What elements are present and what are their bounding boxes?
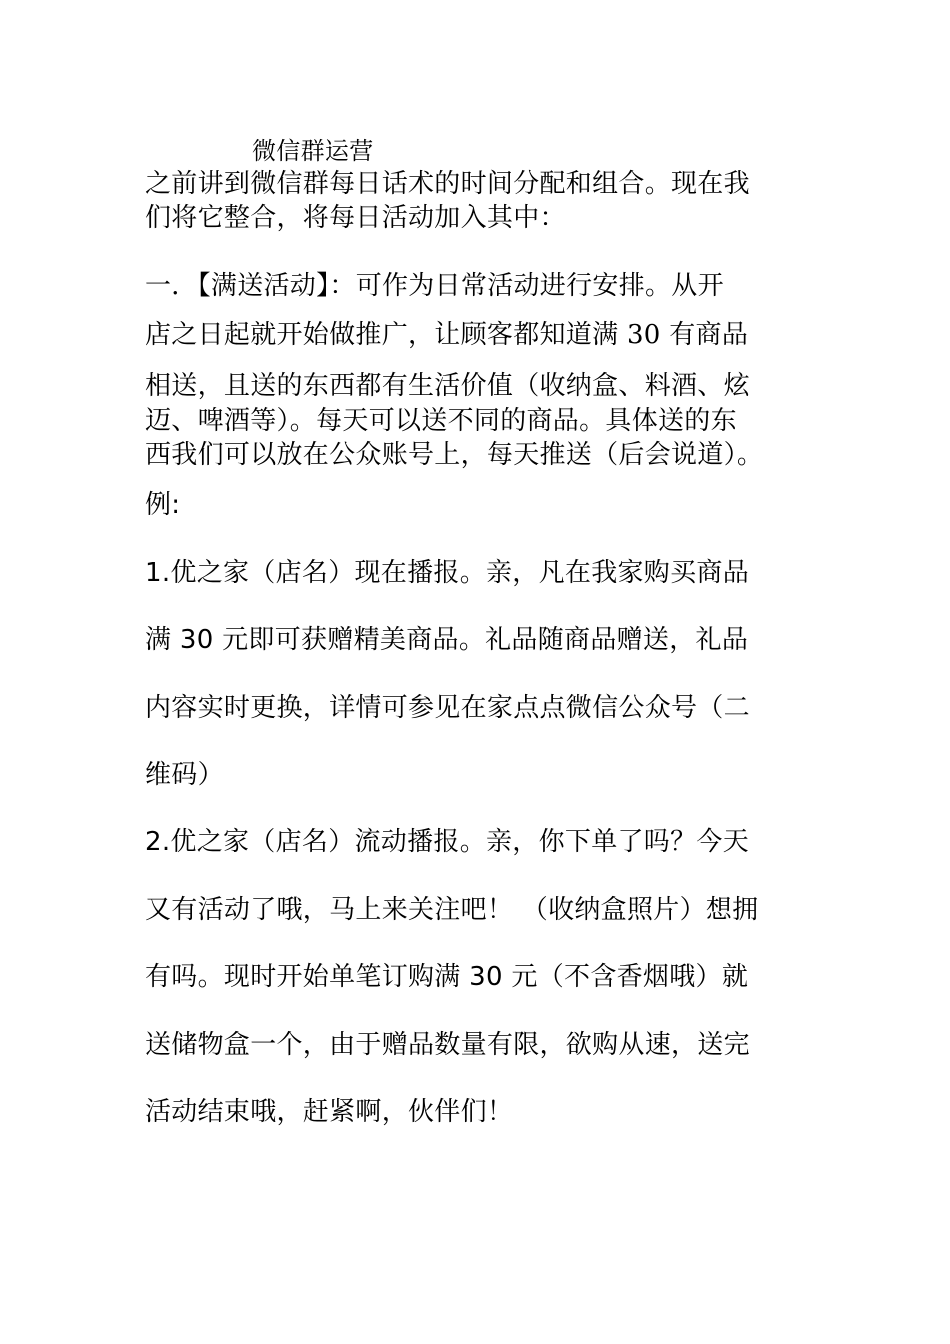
intro-line-2: 们将它整合，将每日活动加入其中： [145, 203, 566, 233]
example-two-line-1: 2.优之家（店名）流动播报。亲，你下单了吗？今天 [145, 827, 750, 857]
section-one-line-2: 店之日起就开始做推广，让顾客都知道满 30 有商品 [145, 320, 749, 350]
example-two-line-5: 活动结束哦，赶紧啊，伙伴们！ [145, 1097, 514, 1127]
intro-line-1: 之前讲到微信群每日话术的时间分配和组合。现在我 [145, 169, 750, 199]
example-two-line-4: 送储物盒一个，由于赠品数量有限，欲购从速，送完 [145, 1030, 750, 1060]
example-one-line-4: 维码） [145, 760, 224, 790]
example-one-line-1: 1.优之家（店名）现在播报。亲，凡在我家购买商品 [145, 558, 750, 588]
example-label: 例: [145, 490, 181, 520]
example-two-line-3: 有吗。现时开始单笔订购满 30 元（不含香烟哦）就 [145, 962, 749, 992]
example-one-line-2: 满 30 元即可获赠精美商品。礼品随商品赠送，礼品 [145, 625, 749, 655]
document-title: 微信群运营 [252, 137, 374, 165]
example-one-line-3: 内容实时更换，详情可参见在家点点微信公众号（二 [145, 693, 750, 723]
example-two-line-2: 又有活动了哦，马上来关注吧！ （收纳盒照片）想拥 [145, 895, 759, 925]
section-one-line-1: 一．【满送活动】：可作为日常活动进行安排。从开 [145, 271, 724, 301]
section-one-line-3: 相送，且送的东西都有生活价值（收纳盒、料酒、炫 [145, 371, 750, 401]
section-one-line-5: 西我们可以放在公众账号上，每天推送（后会说道）。 [145, 440, 764, 470]
section-one-line-4: 迈、啤酒等）。每天可以送不同的商品。具体送的东 [145, 406, 737, 436]
